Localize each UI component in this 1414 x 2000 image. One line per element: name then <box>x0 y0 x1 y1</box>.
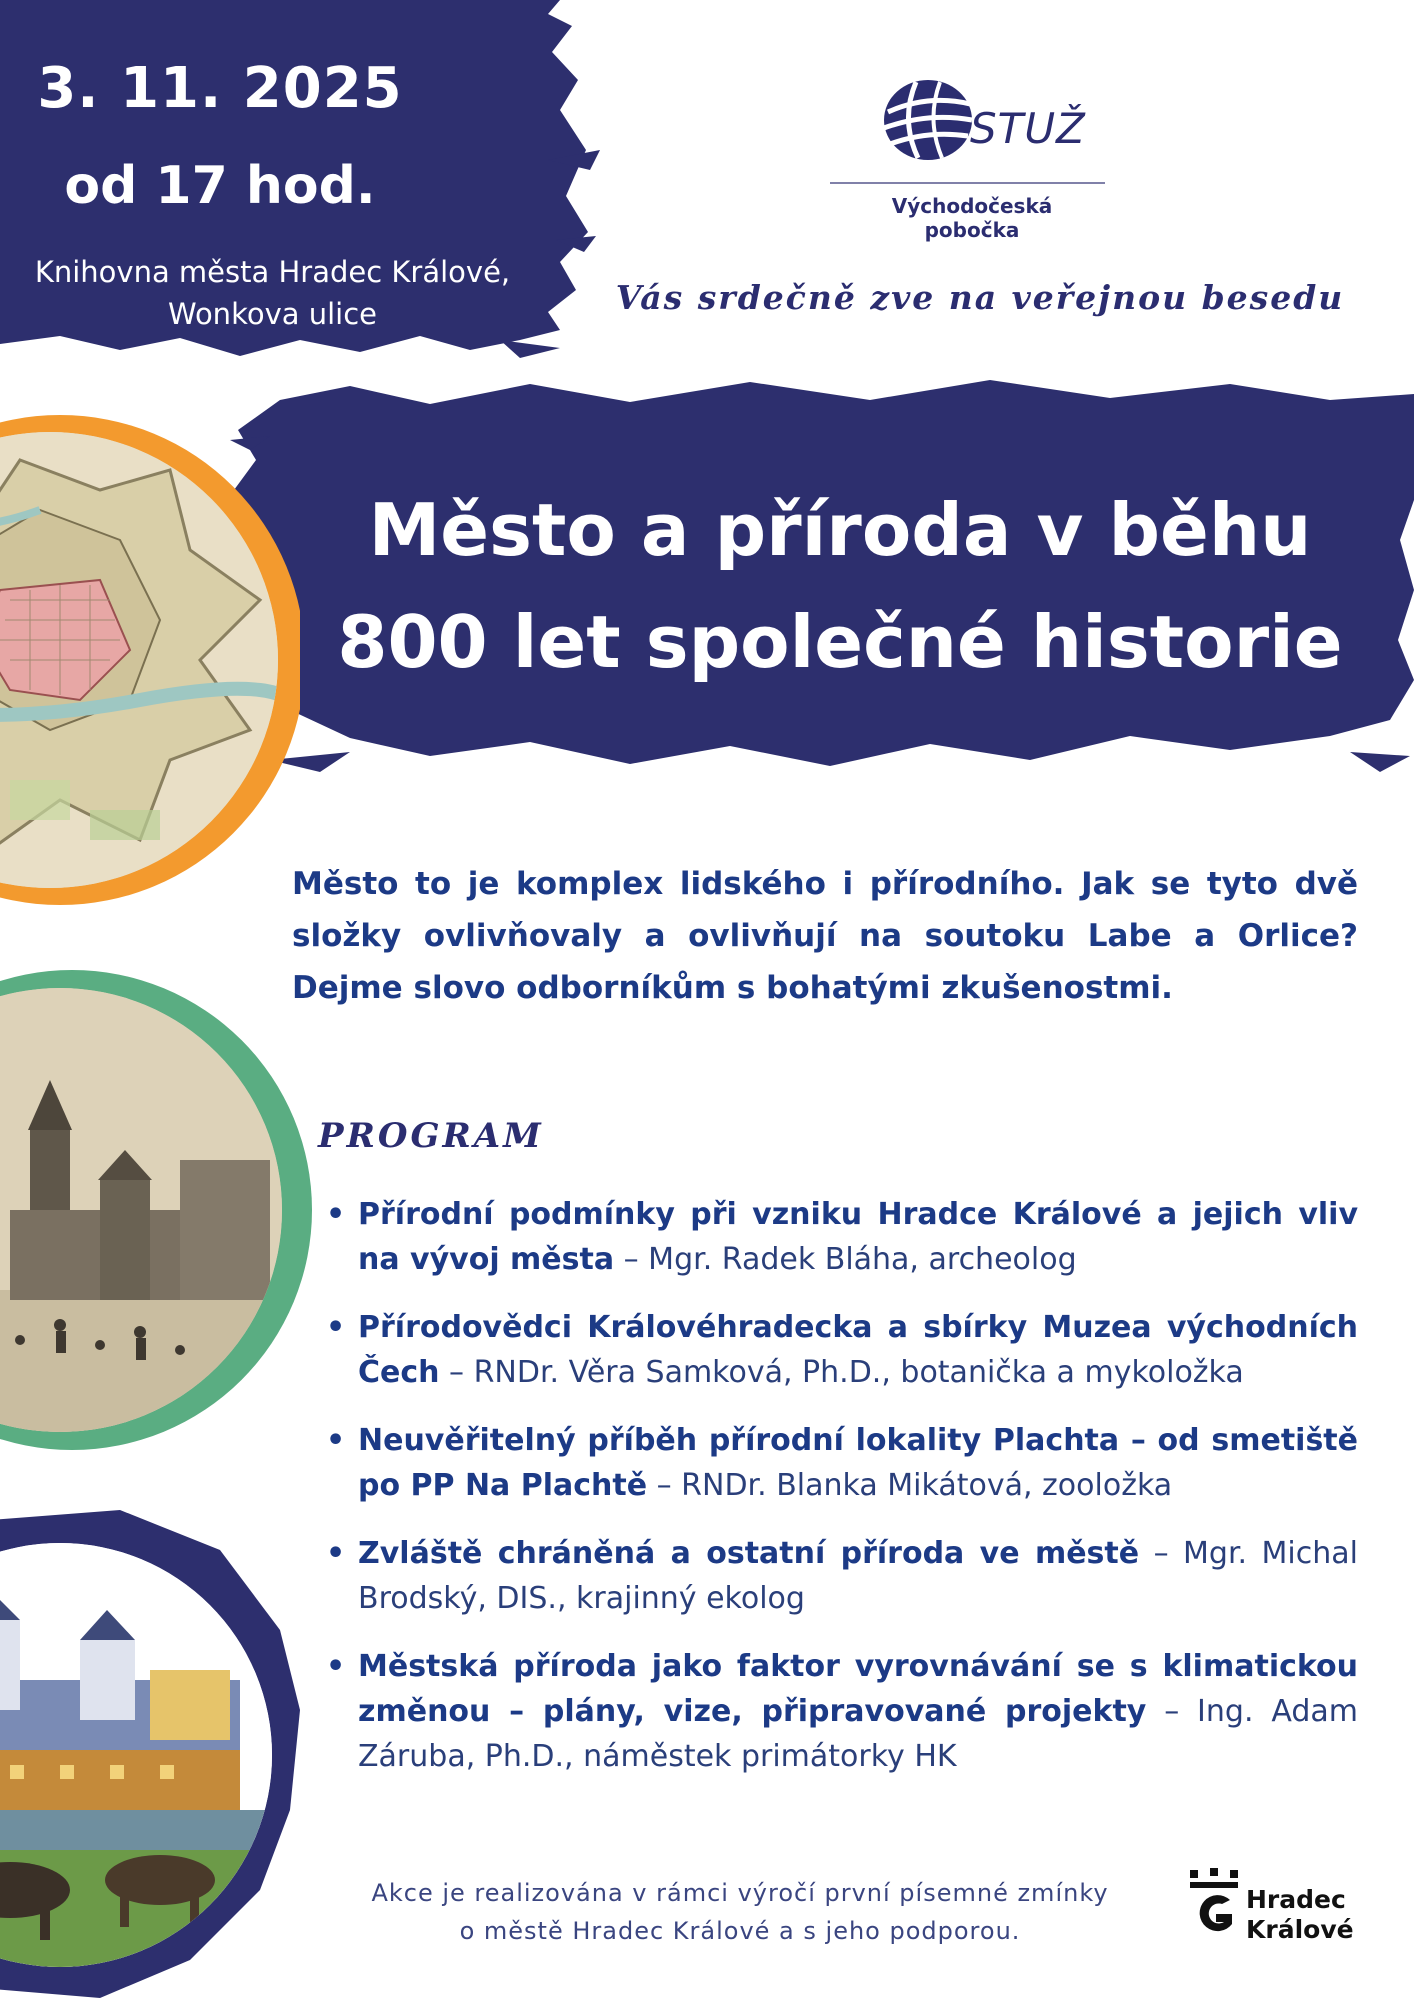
event-info-block <box>0 0 600 360</box>
program-item <box>322 1192 1358 1282</box>
talk-speaker: – RNDr. Věra Samková, Ph.D., botanička a mykoložka <box>439 1355 1244 1390</box>
talk-title: Městská příroda jako faktor vyrovnávání se s klimatickou změnou – plány, vize, připravované projekty <box>358 1649 1358 1729</box>
bullet-icon: • <box>326 1649 346 1684</box>
program-item <box>322 1305 1358 1395</box>
talk-speaker: – Mgr. Michal Brodský, DIS., krajinný ekolog <box>358 1536 1358 1616</box>
modern-town-and-wildlife-image <box>0 1510 320 2000</box>
program-heading: PROGRAM <box>318 1116 544 1156</box>
bullet-icon: • <box>326 1310 346 1345</box>
stuz-logo <box>830 60 1110 242</box>
invitation-text: Vás srdečně zve na veřejnou besedu <box>615 278 1345 317</box>
program-item <box>322 1531 1358 1621</box>
bullet-icon: • <box>326 1423 346 1458</box>
program-item <box>322 1644 1358 1779</box>
bullet-icon: • <box>326 1536 346 1571</box>
talk-speaker: – Ing. Adam Záruba, Ph.D., náměstek primátorky HK <box>358 1694 1358 1774</box>
title-line-2: 800 let společné historie <box>337 600 1343 684</box>
talk-title: Zvláště chráněná a ostatní příroda ve městě <box>358 1536 1140 1571</box>
program-item <box>322 1418 1358 1508</box>
footer-note: Akce je realizována v rámci výročí první písemné zmínky o městě Hradec Králové a s jeho podporou. <box>371 1879 1109 1945</box>
title-line-1: Město a příroda v běhu <box>368 488 1312 572</box>
organizer-name: STUŽ <box>970 104 1086 153</box>
talk-title: Přírodovědci Královéhradecka a sbírky Muzea východních Čech <box>358 1310 1358 1390</box>
city-name-line1: Hradec <box>1246 1885 1346 1914</box>
venue-name: Knihovna města Hradec Králové, <box>34 255 511 289</box>
organizer-branch: Východočeská pobočka <box>891 194 1053 242</box>
talk-title: Přírodní podmínky při vzniku Hradce Králové a jejich vliv na vývoj města <box>358 1197 1358 1277</box>
talk-speaker: – Mgr. Radek Bláha, archeolog <box>614 1242 1077 1277</box>
logo-divider <box>830 182 1105 184</box>
historical-square-engraving-image <box>0 960 320 1460</box>
title-brush-shape <box>230 380 1414 780</box>
hradec-kralove-crown-icon <box>1186 1866 1242 1946</box>
historical-map-image <box>0 400 300 920</box>
event-date: 3. 11. 2025 <box>37 56 403 121</box>
talk-title: Neuvěřitelný příběh přírodní lokality Plachta – od smetiště po PP Na Plachtě <box>358 1423 1358 1503</box>
city-name-line2: Králové <box>1246 1915 1354 1944</box>
event-time: od 17 hod. <box>64 156 376 216</box>
program-list <box>322 1192 1358 1802</box>
bullet-icon: • <box>326 1197 346 1232</box>
intro-paragraph: Město to je komplex lidského i přírodního. Jak se tyto dvě složky ovlivňovaly a ovlivňují na soutoku Labe a Orlice? Dejme slovo odborníkům s bohatými zkušenostmi. <box>292 866 1358 1006</box>
hradec-kralove-logo <box>1186 1866 1366 1966</box>
venue-street: Wonkova ulice <box>167 297 378 331</box>
talk-speaker: – RNDr. Blanka Mikátová, zooložka <box>647 1468 1173 1503</box>
